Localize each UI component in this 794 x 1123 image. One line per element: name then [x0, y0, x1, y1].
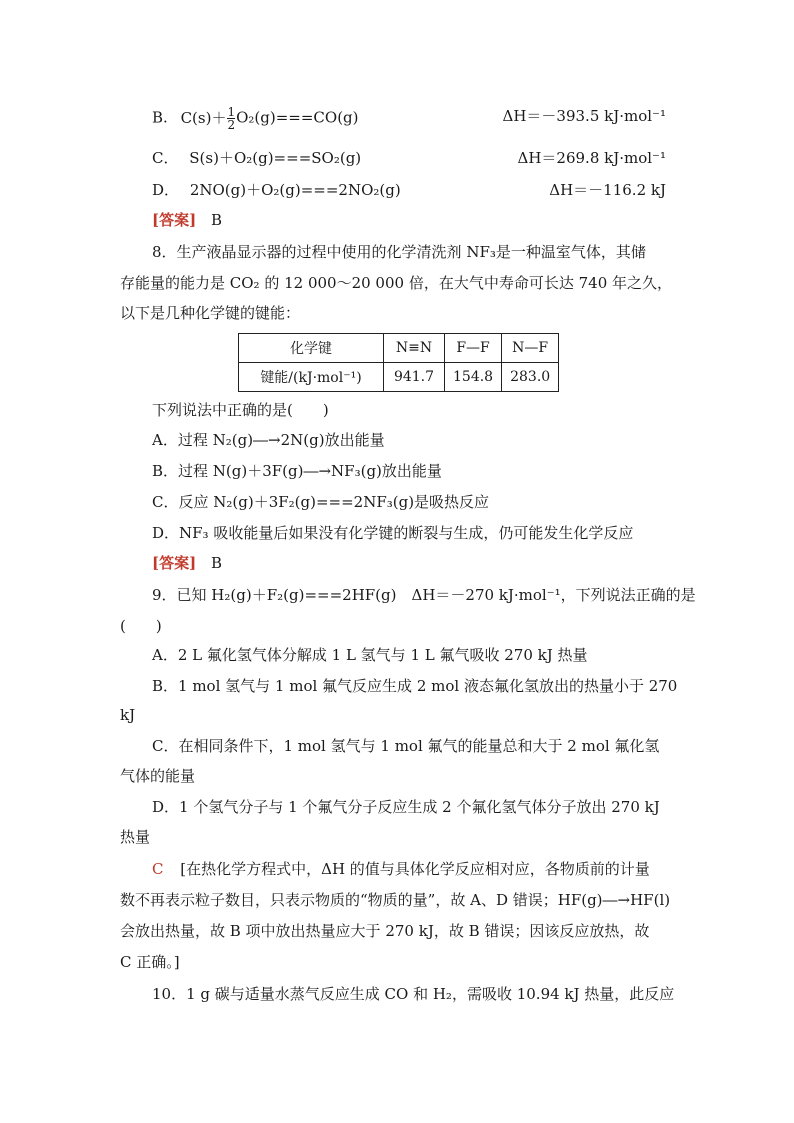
table-cell: 941.7	[384, 363, 445, 392]
q9-explanation-line3: 会放出热量，故 B 项中放出热量应大于 270 kJ，故 B 错误；因该反应放热，故	[120, 922, 650, 940]
q8-stem-line1: 8．生产液晶显示器的过程中使用的化学清洗剂 NF₃是一种温室气体，其储	[152, 243, 646, 261]
q7-option-c-eq: S(s)＋O₂(g)===SO₂(g)	[189, 149, 362, 167]
explanation-text: [在热化学方程式中，ΔH 的值与具体化学反应相对应，各物质前的计量	[180, 860, 650, 878]
q7-answer	[152, 210, 222, 230]
q7-option-c	[152, 148, 361, 168]
answer-tag: [答案]	[152, 554, 197, 572]
fraction-denominator: 2	[227, 118, 236, 132]
q10-stem-line1: 10．1 g 碳与适量水蒸气反应生成 CO 和 H₂，需吸收 10.94 kJ 热量，此反应	[152, 985, 675, 1003]
q7-option-d-dh: ΔH＝－116.2 kJ	[549, 181, 666, 199]
q8-option-d: D．NF₃ 吸收能量后如果没有化学键的断裂与生成，仍可能发生化学反应	[152, 524, 634, 542]
q7-option-c-dh: ΔH＝269.8 kJ·mol⁻¹	[517, 149, 666, 167]
q8-stem-line2: 存能量的能力是 CO₂ 的 12 000～20 000 倍，在大气中寿命可长达 740 年之久，	[120, 274, 672, 292]
q9-explanation-line1	[152, 859, 650, 879]
q9-explanation-line2: 数不再表示粒子数目，只表示物质的“物质的量”，故 A、D 错误；HF(g)―→HF(l)	[120, 891, 671, 909]
table-row	[239, 363, 559, 392]
q8-option-b: B．过程 N(g)＋3F(g)―→NF₃(g)放出能量	[152, 462, 442, 480]
q7-option-b-dh: ΔH＝－393.5 kJ·mol⁻¹	[502, 107, 666, 125]
q7-option-c-label: C．	[152, 149, 179, 167]
q9-option-d-cont: 热量	[120, 828, 151, 846]
table-header-cell: F—F	[445, 334, 502, 363]
q8-answer	[152, 553, 222, 573]
q7-option-b-eq-post: O₂(g)===CO(g)	[236, 108, 359, 127]
q8-option-c: C．反应 N₂(g)＋3F₂(g)===2NF₃(g)是吸热反应	[152, 493, 490, 511]
q9-stem-line1: 9．已知 H₂(g)＋F₂(g)===2HF(g) ΔH＝－270 kJ·mol⁻¹，下列说法正确的是	[152, 586, 696, 604]
q9-option-c-cont: 气体的能量	[120, 767, 196, 785]
q9-option-a: A．2 L 氟化氢气体分解成 1 L 氢气与 1 L 氟气吸收 270 kJ 热量	[152, 646, 588, 664]
answer-value: B	[210, 211, 223, 229]
table-row	[239, 334, 559, 363]
q7-option-d	[152, 180, 401, 200]
table-header-cell: N≡N	[384, 334, 445, 363]
q9-stem-line2: ( )	[120, 617, 162, 635]
answer-letter: C	[152, 860, 164, 878]
q9-explanation-line4: C 正确。]	[120, 953, 180, 971]
q8-option-a: A．过程 N₂(g)―→2N(g)放出能量	[152, 431, 385, 449]
table-header-cell: N—F	[502, 334, 559, 363]
q9-option-d: D．1 个氢气分子与 1 个氟气分子反应生成 2 个氟化氢气体分子放出 270 kJ	[152, 798, 660, 816]
table-cell: 154.8	[445, 363, 502, 392]
q7-option-b-fraction	[227, 106, 235, 131]
answer-value: B	[210, 554, 223, 572]
q9-option-b: B．1 mol 氢气与 1 mol 氟气反应生成 2 mol 液态氟化氢放出的热量小于 270	[152, 677, 678, 695]
table-cell: 283.0	[502, 363, 559, 392]
fraction-numerator: 1	[227, 105, 236, 119]
table-cell: 键能/(kJ·mol⁻¹)	[239, 363, 384, 392]
q8-question: 下列说法中正确的是( )	[152, 401, 329, 419]
q9-option-b-cont: kJ	[120, 706, 136, 724]
answer-tag: [答案]	[152, 211, 197, 229]
bond-energy-table	[238, 333, 559, 392]
q8-stem-line3: 以下是几种化学键的键能：	[120, 304, 301, 322]
q7-option-d-eq: 2NO(g)＋O₂(g)===2NO₂(g)	[189, 181, 401, 199]
table-header-cell: 化学键	[239, 334, 384, 363]
q9-option-c: C．在相同条件下，1 mol 氢气与 1 mol 氟气的能量总和大于 2 mol 氟化氢	[152, 737, 660, 755]
q7-option-b-eq-pre: C(s)＋	[180, 108, 227, 127]
q7-option-b-label: B.	[152, 108, 168, 127]
q7-option-b	[152, 106, 359, 131]
q7-option-d-label: D．	[152, 181, 180, 199]
